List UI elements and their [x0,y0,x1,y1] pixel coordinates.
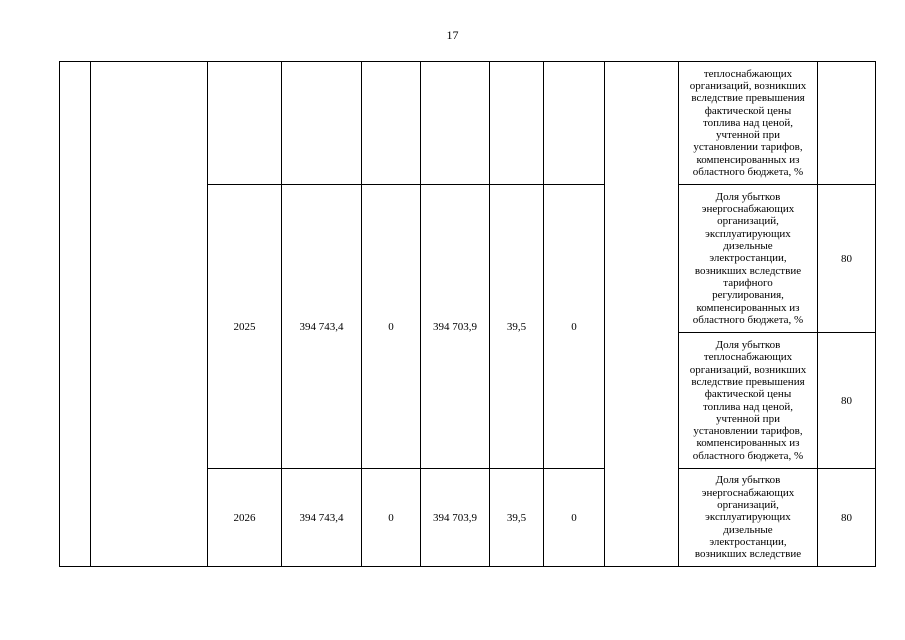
col5-cell: 0 [544,469,605,567]
indicator-line: топлива над ценой, [702,116,793,129]
indicator-line: фактической цены [704,104,792,117]
col4-cell: 39,5 [490,469,544,567]
empty-total-cell [282,62,362,185]
indicator-line: энергоснабжающих [701,203,795,216]
indicator-line: Доля убытков [715,190,781,203]
empty-col4-cell [490,62,544,185]
col5-cell: 0 [544,185,605,469]
col3-cell: 394 703,9 [421,469,490,567]
indicator-line: областного бюджета, % [692,449,804,462]
col2-cell: 0 [362,469,421,567]
indicator-line: теплоснабжающих [703,351,793,364]
indicator-value-cell [818,62,876,185]
indicator-line: установлении тарифов, [693,425,803,438]
col-name-cell [91,62,208,567]
total-cell: 394 743,4 [282,185,362,469]
indicator-line: энергоснабжающих [701,486,795,499]
indicator-line: областного бюджета, % [692,313,804,326]
empty-year-cell [208,62,282,185]
indicator-line: областного бюджета, % [692,166,804,179]
empty-col5-cell [544,62,605,185]
indicator-line: организаций, возникших [689,363,807,376]
indicator-line: электростанции, [709,252,787,265]
indicator-line: компенсированных из [696,301,800,314]
indicator-line: топлива над ценой, [702,400,793,413]
indicator-line: компенсированных из [696,437,800,450]
indicator-line: регулирования, [712,289,784,302]
indicator-cell [679,469,818,567]
indicator-line: вследствие превышения [691,92,805,105]
col3-cell: 394 703,9 [421,185,490,469]
indicator-line: компенсированных из [696,153,800,166]
indicator-value-cell: 80 [818,185,876,333]
indicator-line: учтенной при [716,129,780,142]
indicator-line: эксплуатирующих [705,227,791,240]
total-cell: 394 743,4 [282,469,362,567]
page-number: 17 [446,28,459,42]
col4-cell: 39,5 [490,185,544,469]
col2-cell: 0 [362,185,421,469]
indicator-line: дизельные [723,523,773,536]
indicator-line: Доля убытков [715,339,781,352]
empty-col3-cell [421,62,490,185]
indicator-line: вследствие превышения [691,375,805,388]
indicator-line: теплоснабжающих [703,67,793,80]
indicator-line: эксплуатирующих [705,511,791,524]
indicator-line: дизельные [723,240,773,253]
indicator-value-cell: 80 [818,333,876,469]
indicator-cell [679,185,818,333]
indicator-line: возникших вследствие [694,548,802,561]
indicator-line: Доля убытков [715,474,781,487]
indicator-line: возникших вследствие [694,264,802,277]
indicator-line: тарифного [723,276,773,289]
empty-col2-cell [362,62,421,185]
indicator-value-cell: 80 [818,469,876,567]
indicator-cell [679,62,818,185]
indicator-line: организаций, [717,499,779,512]
col-number-cell [60,62,91,567]
indicator-cell [679,333,818,469]
indicator-line: организаций, [717,215,779,228]
program-financing-table [59,61,876,567]
year-cell: 2025 [208,185,282,469]
col-executor-cell [605,62,679,567]
indicator-line: учтенной при [716,412,780,425]
indicator-line: фактической цены [704,388,792,401]
indicator-line: организаций, возникших [689,79,807,92]
indicator-line: установлении тарифов, [693,141,803,154]
indicator-line: электростанции, [709,535,787,548]
year-cell: 2026 [208,469,282,567]
